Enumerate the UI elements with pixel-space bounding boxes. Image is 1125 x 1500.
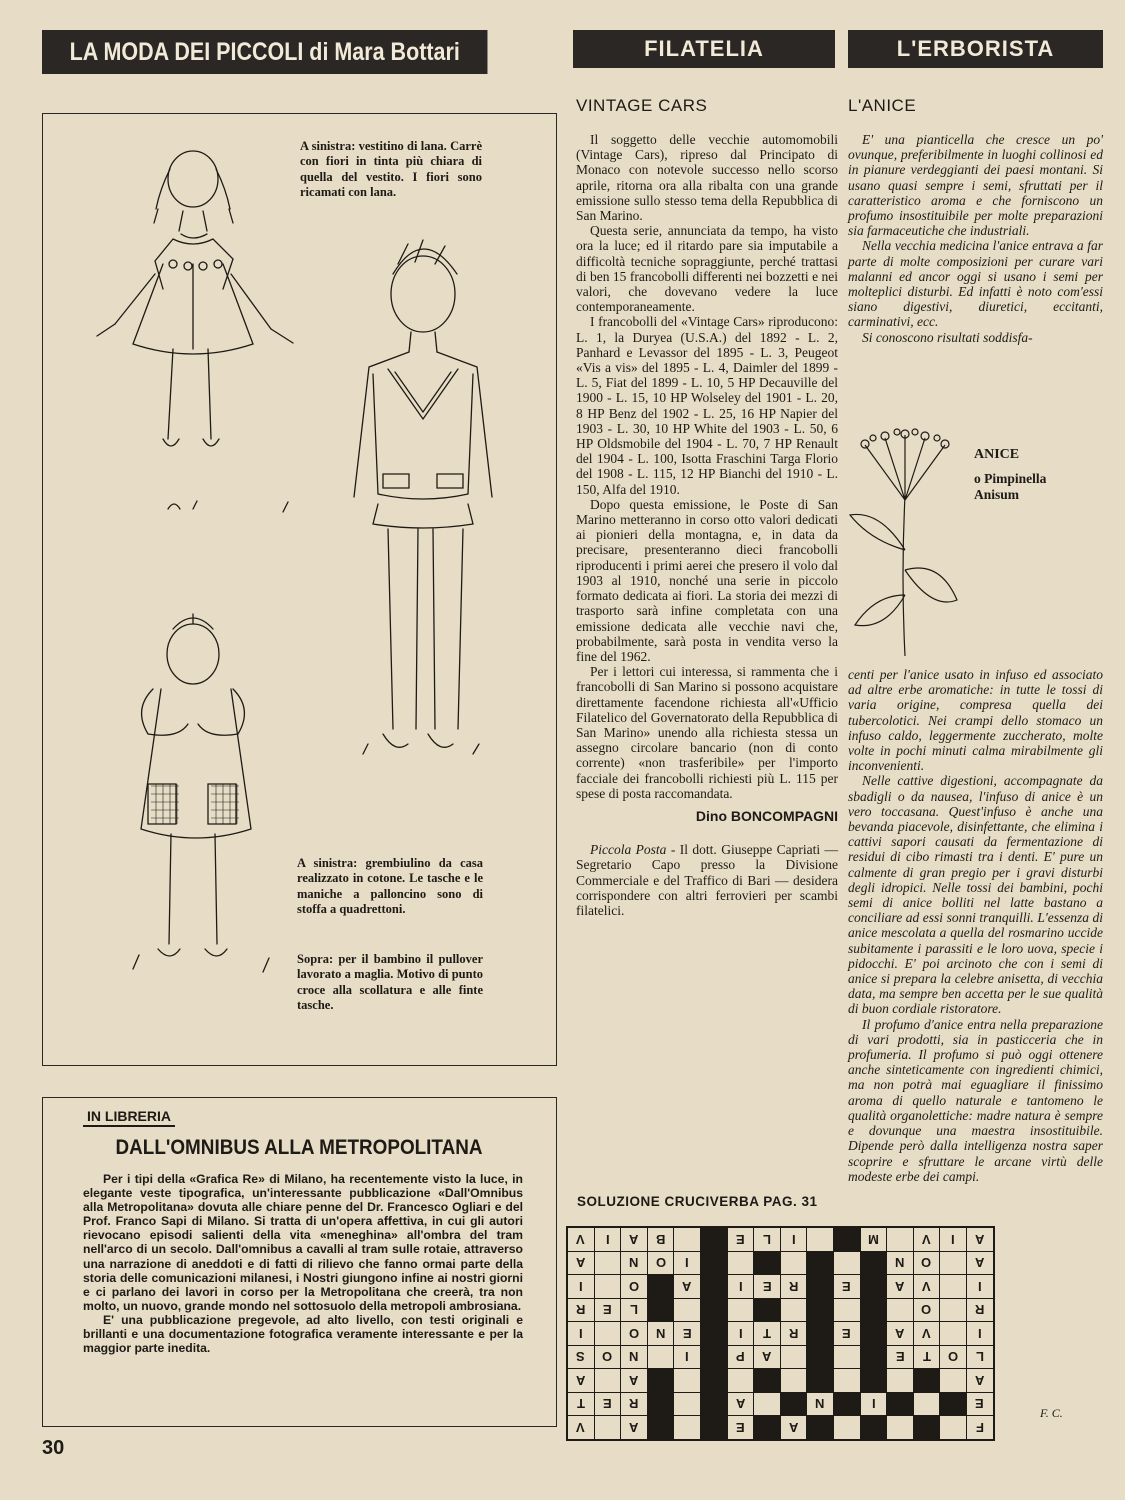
- crossword-black-cell: [860, 1275, 887, 1299]
- crossword-cell: [567, 1392, 594, 1416]
- crossword-black-cell: [860, 1298, 887, 1322]
- crossword-cell: [833, 1251, 860, 1275]
- crossword-cell: [754, 1227, 781, 1251]
- crossword-letter: I: [951, 1231, 955, 1247]
- crossword-black-cell: [700, 1298, 727, 1322]
- crossword-letter: S: [576, 1349, 586, 1365]
- crossword-row: [567, 1227, 994, 1251]
- crossword-letter: O: [628, 1325, 640, 1341]
- crossword-black-cell: [807, 1345, 834, 1369]
- crossword-letter: I: [578, 1325, 583, 1341]
- crossword-cell: [966, 1345, 993, 1369]
- crossword-cell: [567, 1298, 594, 1322]
- crossword-letter: A: [975, 1372, 985, 1388]
- crossword-letter: I: [977, 1325, 982, 1341]
- crossword-black-cell: [913, 1416, 940, 1440]
- crossword-cell: [780, 1298, 807, 1322]
- crossword-cell: [567, 1416, 594, 1440]
- erborista-article-bottom: [848, 667, 1103, 1184]
- erborista-paragraph: E' una pianticella che cresce un po' ovunque, preferibilmente in luoghi collinosi ed in pianure verdeggianti dei paesi montani. Si usano quasi sempre i semi, sfruttati per il caratteristico aroma e che forniscono un profumo insostituibile per molte preparazioni sia farmaceutiche che industriali.: [848, 132, 1103, 239]
- crossword-letter: E: [682, 1325, 692, 1341]
- crossword-cell: [567, 1322, 594, 1346]
- crossword-letter: V: [922, 1278, 931, 1294]
- crossword-letter: E: [975, 1396, 985, 1412]
- crossword-cell: [621, 1251, 648, 1275]
- crossword-black-cell: [860, 1322, 887, 1346]
- crossword-cell: [807, 1227, 834, 1251]
- crossword-letter: A: [576, 1255, 586, 1271]
- crossword-cell: [621, 1298, 648, 1322]
- crossword-black-cell: [807, 1251, 834, 1275]
- crossword-letter: O: [921, 1302, 932, 1318]
- crossword-row: [567, 1275, 994, 1299]
- crossword-grid: [566, 1226, 995, 1441]
- crossword-letter: B: [655, 1231, 666, 1247]
- crossword-cell: [966, 1275, 993, 1299]
- crossword-letter: T: [922, 1349, 931, 1365]
- crossword-letter: O: [948, 1349, 959, 1365]
- crossword-cell: [940, 1251, 967, 1275]
- crossword-letter: I: [685, 1349, 689, 1365]
- crossword-cell: [887, 1227, 914, 1251]
- crossword-black-cell: [647, 1369, 674, 1393]
- crossword-cell: [594, 1416, 621, 1440]
- crossword-cell: [940, 1322, 967, 1346]
- crossword-row: [567, 1416, 994, 1440]
- crossword-cell: [674, 1227, 701, 1251]
- crossword-black-cell: [860, 1251, 887, 1275]
- crossword-black-cell: [833, 1392, 860, 1416]
- crossword-cell: [674, 1275, 701, 1299]
- crossword-cell: [674, 1298, 701, 1322]
- erborista-title: L'ANICE: [848, 96, 917, 115]
- crossword-cell: [780, 1369, 807, 1393]
- crossword-black-cell: [807, 1369, 834, 1393]
- crossword-letter: E: [736, 1231, 745, 1247]
- crossword-letter: A: [576, 1372, 586, 1388]
- crossword-cell: [674, 1369, 701, 1393]
- filatelia-paragraph: Per i lettori cui interessa, si rammenta che i francobolli di San Marino si possono acquistare direttamente facendone richiesta all'«Ufficio Filatelico del Governatorato della Repubblica di San Marino» unendo alla richiesta stessa un assegno circolare bancario (non di conto corrente) «non trasferibile» per l'importo facciale dei francobolli richiesti più L. 115 per spese di posta raccomandata.: [576, 664, 838, 801]
- crossword-letter: I: [738, 1325, 743, 1341]
- filatelia-article: [576, 132, 838, 918]
- crossword-letter: A: [975, 1231, 985, 1247]
- crossword-cell: [674, 1322, 701, 1346]
- crossword-cell: [727, 1416, 754, 1440]
- crossword-letter: R: [788, 1325, 799, 1341]
- crossword-cell: [754, 1275, 781, 1299]
- erborista-paragraph: Il profumo d'anice entra nella preparazione di vari prodotti, sia in pasticceria che in profumeria. Il profumo si può oggi ottenere anche sinteticamente con ingredienti chimici, ma non potrà mai eguagliare il finissimo aroma di quello naturale e tantomeno le qualità organolettiche: madre natura è sempre e dovunque una maestra insostituibile. Dipende però dalla intelligenza nostra saper scoprire e sfruttare le arcane virtù delle modeste erbe dei campi.: [848, 1016, 1103, 1184]
- crossword-black-cell: [700, 1322, 727, 1346]
- crossword-cell: [780, 1416, 807, 1440]
- crossword-cell: [727, 1369, 754, 1393]
- caption-pullover: Sopra: per il bambino il pullover lavorato a maglia. Motivo di punto croce alla scollatura e alle finte tasche.: [297, 952, 483, 1013]
- crossword-cell: [833, 1345, 860, 1369]
- crossword-letter: E: [603, 1302, 612, 1318]
- crossword-letter: A: [788, 1419, 799, 1435]
- page-number: 30: [42, 1437, 65, 1459]
- crossword-cell: [621, 1227, 648, 1251]
- crossword-letter: L: [762, 1231, 771, 1247]
- crossword-cell: [780, 1275, 807, 1299]
- anice-plant-alt: o Pimpinella Anisum: [974, 471, 1047, 502]
- crossword-cell: [940, 1275, 967, 1299]
- crossword-cell: [780, 1322, 807, 1346]
- crossword-black-cell: [754, 1251, 781, 1275]
- crossword-cell: [647, 1227, 674, 1251]
- crossword-cell: [966, 1416, 993, 1440]
- crossword-cell: [940, 1298, 967, 1322]
- crossword-cell: [913, 1322, 940, 1346]
- crossword-letter: O: [921, 1255, 932, 1271]
- crossword-letter: L: [975, 1349, 984, 1365]
- crossword-letter: V: [576, 1419, 586, 1435]
- erborista-signature: F. C.: [1040, 1406, 1063, 1420]
- crossword-letter: V: [922, 1325, 931, 1341]
- crossword-cell: [966, 1298, 993, 1322]
- crossword-black-cell: [860, 1345, 887, 1369]
- crossword-cell: [913, 1392, 940, 1416]
- crossword-black-cell: [807, 1275, 834, 1299]
- crossword-cell: [913, 1345, 940, 1369]
- filatelia-title: VINTAGE CARS: [576, 96, 708, 115]
- crossword-letter: E: [603, 1396, 612, 1412]
- crossword-letter: V: [922, 1231, 931, 1247]
- crossword-cell: [887, 1369, 914, 1393]
- crossword-letter: O: [602, 1349, 613, 1365]
- anice-plant-image: [843, 420, 968, 660]
- crossword-letter: A: [975, 1255, 985, 1271]
- crossword-cell: [966, 1322, 993, 1346]
- crossword-black-cell: [860, 1416, 887, 1440]
- crossword-cell: [780, 1251, 807, 1275]
- piccola-posta-label: Piccola Posta: [590, 842, 667, 858]
- crossword-black-cell: [807, 1416, 834, 1440]
- crossword-cell: [940, 1416, 967, 1440]
- erborista-paragraph: Nella vecchia medicina l'anice entrava a far parte di molte composizioni per curare vari malanni ed ancor oggi si usano i semi per molteplici disturbi. Ed infatti è noto com'essi siano digestivi, diuretici, eccitanti, carminativi, ecc.: [848, 238, 1103, 330]
- crossword-cell: [727, 1227, 754, 1251]
- crossword-black-cell: [807, 1322, 834, 1346]
- crossword-cell: [594, 1251, 621, 1275]
- crossword-cell: [833, 1416, 860, 1440]
- crossword-row: [567, 1322, 994, 1346]
- crossword-cell: [966, 1392, 993, 1416]
- crossword-letter: A: [895, 1325, 905, 1341]
- filatelia-paragraph: Il soggetto delle vecchie automomobili (Vintage Cars), ripreso dal Principato di Monaco con notevole successo nello scorso aprile, ritorna ora alla ribalta con una grande emissione sullo stesso tema della Repubblica di San Marino.: [576, 132, 838, 224]
- crossword-black-cell: [647, 1416, 674, 1440]
- filatelia-paragraph: Dopo questa emissione, le Poste di San Marino metteranno in corso otto valori dedicati ai pionieri della montagna, e, in data da precisare, presenteranno dieci francobolli riproducenti i primi aerei che presero il volo dal 1903 al 1910, nonché una serie in piccolo formato dedicata ai fiori. La storia dei mezzi di trasporto sarà infine completata con una emissione dedicata alle vecchie navi che, probabilmente, sarà posta in vendita verso la fine del 1962.: [576, 496, 838, 664]
- crossword-row: [567, 1392, 994, 1416]
- crossword-cell: [887, 1275, 914, 1299]
- crossword-black-cell: [913, 1369, 940, 1393]
- crossword-cell: [940, 1345, 967, 1369]
- crossword-cell: [594, 1322, 621, 1346]
- erborista-paragraph: Si conoscono risultati soddisfa-: [862, 329, 1033, 345]
- crossword-letter: N: [815, 1396, 825, 1412]
- crossword-cell: [913, 1251, 940, 1275]
- crossword-letter: R: [629, 1396, 639, 1412]
- crossword-letter: F: [975, 1419, 984, 1435]
- crossword-cell: [647, 1345, 674, 1369]
- crossword-letter: L: [630, 1302, 638, 1318]
- crossword-letter: N: [895, 1255, 905, 1271]
- crossword-cell: [674, 1251, 701, 1275]
- crossword-cell: [594, 1275, 621, 1299]
- fashion-sketches-image: [43, 114, 555, 1064]
- crossword-black-cell: [700, 1251, 727, 1275]
- crossword-cell: [594, 1345, 621, 1369]
- crossword-letter: I: [685, 1255, 689, 1271]
- crossword-cell: [567, 1251, 594, 1275]
- crossword-cell: [887, 1345, 914, 1369]
- crossword-black-cell: [647, 1392, 674, 1416]
- crossword-letter: E: [762, 1278, 772, 1294]
- crossword-row: [567, 1369, 994, 1393]
- erborista-paragraph: centi per l'anice usato in infuso ed associato ad altre erbe aromatiche: in tutte le tossi di varia origine, compresa quella dei tubercolotici. Nei crampi dello stomaco un infuso caldo, leggermente zuccherato, molte volte in pochi minuti calma mirabilmente gli inconvenienti.: [848, 667, 1103, 774]
- crossword-letter: I: [738, 1278, 743, 1294]
- crossword-cell: [940, 1227, 967, 1251]
- crossword-cell: [727, 1251, 754, 1275]
- crossword-cell: [754, 1322, 781, 1346]
- crossword-black-cell: [807, 1298, 834, 1322]
- crossword-black-cell: [833, 1227, 860, 1251]
- crossword-black-cell: [700, 1369, 727, 1393]
- crossword-letter: M: [867, 1231, 879, 1247]
- crossword-cell: [807, 1392, 834, 1416]
- header-erborista: L'ERBORISTA: [848, 30, 1103, 68]
- crossword-cell: [674, 1392, 701, 1416]
- crossword-letter: I: [977, 1278, 982, 1294]
- crossword-cell: [913, 1227, 940, 1251]
- crossword-letter: N: [655, 1325, 666, 1341]
- crossword-letter: I: [871, 1396, 876, 1412]
- crossword-cell: [621, 1369, 648, 1393]
- crossword-black-cell: [700, 1227, 727, 1251]
- libreria-title: DALL'OMNIBUS ALLA METROPOLITANA: [115, 1136, 483, 1159]
- crossword-row: [567, 1298, 994, 1322]
- crossword-letter: N: [629, 1255, 639, 1271]
- header-moda: LA MODA DEI PICCOLI di Mara Bottari: [42, 30, 487, 74]
- crossword-cell: [966, 1369, 993, 1393]
- crossword-black-cell: [860, 1369, 887, 1393]
- crossword-cell: [594, 1227, 621, 1251]
- crossword-cell: [567, 1369, 594, 1393]
- crossword-letter: A: [762, 1349, 772, 1365]
- crossword-black-cell: [647, 1298, 674, 1322]
- erborista-paragraph: Nelle cattive digestioni, accompagnate da sbadigli o da nausea, l'infuso di anice è un vero toccasana. Quest'infuso è anche una bevanda piacevole, disinfettante, che elimina i cattivi sapori causati da fermentazione di residui di cibo rimasti tra i denti. E' pure un calmente di gran pregio per i gravi disturbi degli idropici. Nelle tossi dei bambini, pochi semi di anice bolliti nel latte bastano a conciliare ad essi sonni tranquilli. L'essenza di anice mescolata a quella del rosmarino uccide subitamente i parassiti e le loro uova, specie i pidocchi. E' poi arcinoto che con i semi di anice si prepara la celebre anisetta, di vecchia data, ma sempre ben accetta per le sue qualità di buon cordiale ristoratore.: [848, 773, 1103, 1017]
- crossword-cell: [887, 1322, 914, 1346]
- crossword-black-cell: [887, 1392, 914, 1416]
- crossword-cell: [780, 1227, 807, 1251]
- crossword-letter: A: [629, 1372, 639, 1388]
- anice-plant-name: ANICE: [974, 447, 1020, 462]
- piccola-posta: [576, 842, 838, 918]
- crossword-cell: [887, 1416, 914, 1440]
- crossword-cell: [887, 1298, 914, 1322]
- piccola-posta-text: - Il dott. Giuseppe Capriati — Segretario Capo presso la Divisione Commerciale e del Traffico di Bari — desidera corrispondere con altri ferrovieri per scambi filatelici.: [576, 842, 839, 918]
- crossword-letter: R: [576, 1302, 586, 1318]
- crossword-letter: E: [842, 1325, 852, 1341]
- crossword-cell: [621, 1416, 648, 1440]
- libreria-paragraph: Per i tipi della «Grafica Re» di Milano, ha recentemente visto la luce, in elegante veste tipografica, un'interessante pubblicazione «Dall'Omnibus alla Metropolitana» dovuta alle chiare penne del Dr. Francesco Ogliari e del Prof. Franco Sapi di Milano. Si tratta di un'opera affettiva, in cui gli autori rievocano episodi salienti della vita «meneghina» all'ombra del tram nell'arco di un secolo. Dall'omnibus a cavalli al tram sulle rotaie, attraverso una narrazione di aneddoti e di fatti di rilievo che fanno ormai parte della storia delle comunicazioni milanesi, i Nostri giungono infine ai nostri giorni e ci parlano dei lavori in corso per la Metropolitana che creerà, tra non molto, un nuovo, grande mondo nel sottosuolo della metropoli ambrosiana.: [83, 1172, 523, 1313]
- crossword-cell: [860, 1392, 887, 1416]
- crossword-row: [567, 1251, 994, 1275]
- crossword-letter: R: [788, 1278, 799, 1294]
- filatelia-paragraph: I francobolli del «Vintage Cars» riproducono: L. 1, la Duryea (U.S.A.) del 1892 - L. 2, Panhard e Levassor del 1895 - L. 3, Peugeot «Vis a vis» del 1895 - L. 4, Daimler del 1899 - L. 5, Fiat del 1899 - L. 10, 5 HP Decauville del 1900 - L. 15, 10 HP Wolseley del 1901 - L. 20, 8 HP Benz del 1902 - L. 25, 16 HP Napier del 1903 - L. 30, 10 HP White del 1903 - L. 50, 6 HP Oldsmobile del 1904 - L. 70, 7 HP Renault del 1904 - L. 100, Isotta Fraschini Targa Florio del 1908 - L. 115, 12 HP Bianchi del 1910 - L. 150, Alfa del 1910.: [576, 314, 838, 497]
- crossword-cell: [833, 1275, 860, 1299]
- crossword-cell: [940, 1369, 967, 1393]
- crossword-cell: [594, 1369, 621, 1393]
- crossword-cell: [674, 1416, 701, 1440]
- fashion-illustration-box: [42, 113, 557, 1066]
- crossword-cell: [727, 1322, 754, 1346]
- crossword-letter: R: [975, 1302, 985, 1318]
- crossword-letter: T: [762, 1325, 771, 1341]
- crossword-cell: [594, 1392, 621, 1416]
- crossword-cell: [621, 1345, 648, 1369]
- crossword-cell: [727, 1392, 754, 1416]
- crossword-black-cell: [754, 1416, 781, 1440]
- crossword-cell: [621, 1322, 648, 1346]
- crossword-cell: [913, 1275, 940, 1299]
- crossword-cell: [887, 1251, 914, 1275]
- crossword-letter: T: [576, 1396, 585, 1412]
- crossword-letter: I: [791, 1231, 796, 1247]
- crossword-letter: O: [628, 1278, 640, 1294]
- erborista-article-top: [848, 132, 1103, 345]
- caption-dress: A sinistra: vestitino di lana. Carrè con fiori in tinta più chiara di quella del vestito. I fiori sono ricamati con lana.: [300, 139, 482, 200]
- crossword-cell: [966, 1251, 993, 1275]
- crossword-letter: O: [655, 1255, 666, 1271]
- crossword-cell: [833, 1298, 860, 1322]
- crossword-cell: [567, 1275, 594, 1299]
- crossword-cell: [647, 1251, 674, 1275]
- crossword-letter: A: [629, 1231, 639, 1247]
- crossword-cell: [647, 1322, 674, 1346]
- crossword-letter: A: [735, 1396, 746, 1412]
- libreria-box: [42, 1097, 557, 1427]
- crossword-black-cell: [700, 1275, 727, 1299]
- crossword-letter: I: [605, 1231, 610, 1247]
- crossword-black-cell: [700, 1392, 727, 1416]
- header-filatelia: FILATELIA: [573, 30, 835, 68]
- crossword-black-cell: [754, 1369, 781, 1393]
- crossword-black-cell: [700, 1345, 727, 1369]
- crossword-title: SOLUZIONE CRUCIVERBA PAG. 31: [577, 1194, 818, 1209]
- crossword-cell: [833, 1322, 860, 1346]
- crossword-cell: [833, 1369, 860, 1393]
- crossword-cell: [727, 1345, 754, 1369]
- libreria-body: [83, 1172, 523, 1355]
- crossword-letter: E: [895, 1349, 905, 1365]
- crossword-cell: [621, 1392, 648, 1416]
- crossword-letter: V: [576, 1231, 586, 1247]
- filatelia-author: Dino BONCOMPAGNI: [695, 807, 838, 824]
- crossword-cell: [621, 1275, 648, 1299]
- crossword-cell: [754, 1392, 781, 1416]
- caption-apron: A sinistra: grembiulino da casa realizzato in cotone. Le tasche e le maniche a palloncino sono di stoffa a quadrettoni.: [297, 856, 483, 917]
- crossword-cell: [780, 1345, 807, 1369]
- crossword-cell: [674, 1345, 701, 1369]
- crossword-cell: [594, 1298, 621, 1322]
- libreria-paragraph: E' una pubblicazione pregevole, ad alto livello, con testi originali e brillanti e una documentazione fotografica veramente interessante e per la maggior parte inedita.: [83, 1312, 523, 1356]
- crossword-letter: E: [736, 1419, 745, 1435]
- crossword-black-cell: [940, 1392, 967, 1416]
- crossword-cell: [860, 1227, 887, 1251]
- crossword-cell: [567, 1345, 594, 1369]
- crossword-letter: A: [629, 1419, 639, 1435]
- crossword-cell: [913, 1298, 940, 1322]
- crossword-letter: E: [842, 1278, 852, 1294]
- crossword-cell: [567, 1227, 594, 1251]
- libreria-label: IN LIBRERIA: [83, 1108, 175, 1127]
- crossword-cell: [727, 1298, 754, 1322]
- crossword-cell: [727, 1275, 754, 1299]
- crossword-row: [567, 1345, 994, 1369]
- crossword-letter: I: [578, 1278, 583, 1294]
- crossword-cell: [754, 1345, 781, 1369]
- crossword-letter: N: [629, 1349, 639, 1365]
- crossword-black-cell: [700, 1416, 727, 1440]
- filatelia-paragraph: Questa serie, annunciata da tempo, ha visto ora la luce; ed il ritardo pare sia imputabile a difficoltà tecniche sopraggiunte, perché trattasi di ben 15 francobolli differenti nei bozzetti e nei valori, che dovevano vedere la luce contemporaneamente.: [576, 223, 838, 315]
- crossword-cell: [966, 1227, 993, 1251]
- crossword-black-cell: [780, 1392, 807, 1416]
- crossword-letter: P: [736, 1349, 745, 1365]
- crossword-black-cell: [754, 1298, 781, 1322]
- crossword-black-cell: [647, 1275, 674, 1299]
- crossword-letter: A: [895, 1278, 905, 1294]
- crossword-letter: A: [682, 1278, 692, 1294]
